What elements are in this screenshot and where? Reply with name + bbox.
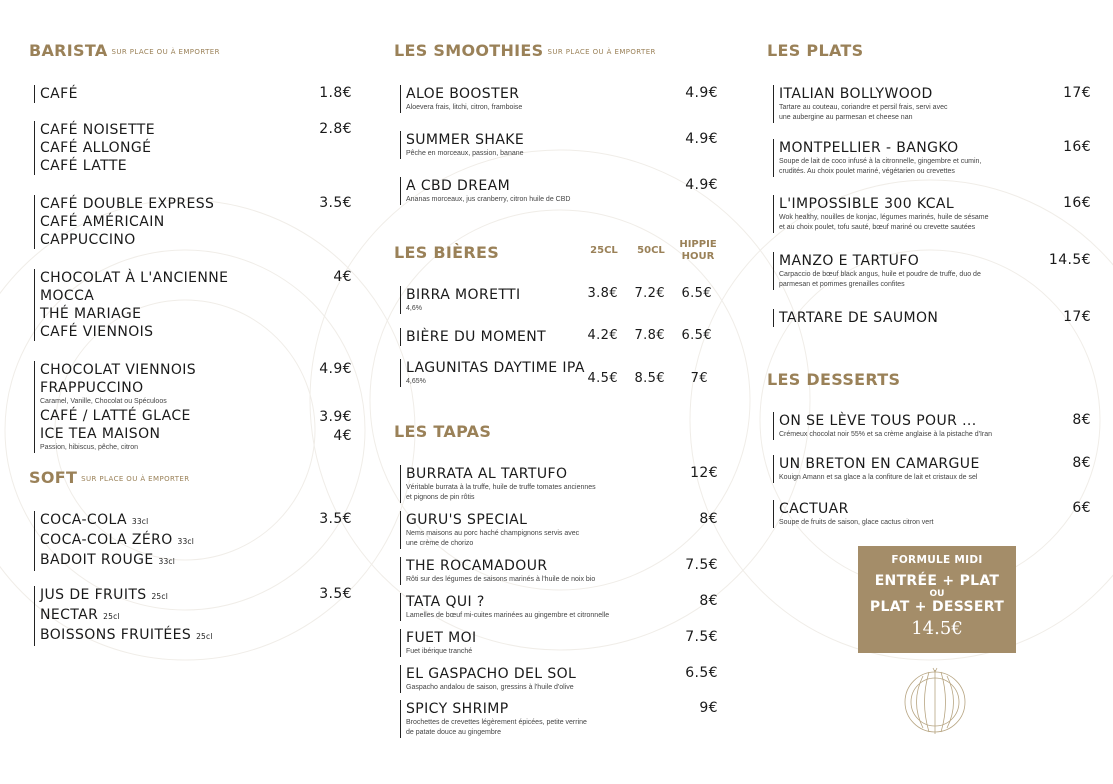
item-price: 17€ [1063, 309, 1091, 325]
item-size: 25cl [103, 612, 120, 621]
beer-col-25cl: 25CL [590, 245, 618, 256]
formule-price: 14.5€ [911, 618, 963, 639]
item-name: BURRATA AL TARTUFO [406, 466, 568, 482]
item-price: 6.5€ [685, 665, 718, 681]
beer-item [400, 286, 521, 314]
item-description: Tartare au couteau, coriandre et persil frais, servi avec une aubergine au parmesan et cheese nan [779, 104, 948, 121]
plat-item [773, 139, 981, 177]
item-name: CAFÉ LATTE [40, 158, 128, 174]
item-name-text: BADOIT ROUGE [40, 552, 154, 568]
item-price: 3.5€ [319, 511, 352, 527]
item-price: 12€ [690, 465, 718, 481]
soft-title: SOFT [29, 468, 78, 487]
item-price: 17€ [1063, 85, 1091, 101]
item-name: CAFÉ VIENNOIS [40, 324, 154, 340]
item-name: EL GASPACHO DEL SOL [406, 666, 577, 682]
item-name: MANZO E TARTUFO [779, 253, 920, 269]
item-price: 8€ [699, 511, 718, 527]
beer-col-50cl: 50CL [637, 245, 665, 256]
formule-title: FORMULE MIDI [891, 554, 983, 566]
beer-item [400, 359, 585, 387]
item-size: 33cl [158, 557, 176, 566]
item-description: Rôti sur des légumes de saisons marinés à l'huile de noix bio [406, 576, 596, 583]
barista-subtitle: SUR PLACE OU À EMPORTER [111, 47, 220, 56]
item-description: Fuet ibérique tranché [406, 648, 473, 655]
item-price: 4.9€ [319, 361, 352, 377]
item-description: Nems maisons au porc haché champignons servis avec une crème de chorizo [406, 530, 580, 547]
item-name: FUET MOI [406, 630, 477, 646]
dessert-item [773, 412, 992, 440]
beer-price-25cl: 4.2€ [587, 328, 618, 343]
item-name: CAFÉ NOISETTE [40, 122, 155, 138]
beer-price-50cl: 7.8€ [634, 328, 665, 343]
item-description: Wok healthy, nouilles de konjac, légumes marinés, huile de sésame et au choix poulet, tofu sauté, bœuf mariné ou crevette sautées [779, 214, 989, 231]
item-name-text: NECTAR [40, 607, 99, 623]
beer-price-50cl: 8.5€ [634, 371, 665, 386]
item-name-text: JUS DE FRUITS [40, 587, 147, 603]
formule-line-1: ENTRÉE + PLAT [874, 573, 1000, 589]
item-name: TARTARE DE SAUMON [779, 310, 939, 326]
item-name: LAGUNITAS DAYTIME IPA [406, 360, 585, 376]
item-price: 4.9€ [685, 85, 718, 101]
item-name: CACTUAR [779, 501, 849, 517]
logo-emblem [900, 666, 970, 742]
tapas-item [400, 557, 595, 585]
item-price: 6€ [1072, 500, 1091, 516]
item-name: TATA QUI ? [406, 594, 485, 610]
item-name [40, 606, 213, 626]
item-price: 4€ [333, 269, 352, 285]
beer-price-hippie: 7€ [690, 371, 708, 386]
tapas-item [400, 511, 579, 549]
item-name: MOCCA [40, 288, 95, 304]
item-price: 9€ [699, 700, 718, 716]
barista-group-4 [34, 269, 228, 341]
soft-heading [29, 468, 190, 487]
item-size: 25cl [196, 632, 213, 641]
smoothie-item [400, 177, 570, 205]
item-name: SUMMER SHAKE [406, 132, 525, 148]
barista-group-2 [34, 121, 155, 175]
item-name: CAFÉ AMÉRICAIN [40, 214, 165, 230]
item-name: CAFÉ DOUBLE EXPRESS [40, 196, 215, 212]
item-description: Ananas morceaux, jus cranberry, citron huile de CBD [406, 196, 571, 203]
barista-group-5 [34, 361, 196, 453]
plat-item [773, 252, 981, 290]
dessert-item [773, 500, 933, 528]
formule-midi-box [858, 546, 1016, 653]
plats-title: LES PLATS [767, 41, 864, 60]
item-name: L'IMPOSSIBLE 300 KCAL [779, 196, 955, 212]
item-name: MONTPELLIER - BANGKO [779, 140, 959, 156]
item-price: 3.5€ [319, 195, 352, 211]
item-price: 2.8€ [319, 121, 352, 137]
item-description: Caramel, Vanille, Chocolat ou Spéculoos [40, 398, 167, 405]
item-name: THÉ MARIAGE [40, 306, 142, 322]
tapas-item [400, 700, 587, 738]
tapas-title: LES TAPAS [394, 422, 492, 441]
desserts-title: LES DESSERTS [767, 370, 901, 389]
item-description: Soupe de lait de coco infusé à la citronnelle, gingembre et cumin, crudités. Au choix poulet mariné, végétarien ou crevettes [779, 158, 982, 175]
formule-line-2: PLAT + DESSERT [869, 599, 1005, 615]
beer-price-hippie: 6.5€ [681, 286, 712, 301]
item-description: Brochettes de crevettes légèrement épicées, petite verrine de patate douce au gingembre [406, 719, 587, 736]
tapas-item [400, 629, 477, 657]
item-description: Crémeux chocolat noir 55% et sa crème anglaise à la pistache d'Iran [779, 431, 993, 438]
beer-price-hippie: 6.5€ [681, 328, 712, 343]
barista-group-1 [34, 85, 78, 103]
item-name: BIRRA MORETTI [406, 287, 521, 303]
tapas-item [400, 665, 576, 693]
item-name: UN BRETON EN CAMARGUE [779, 456, 980, 472]
item-name-text: COCA-COLA [40, 512, 127, 528]
item-size: 33cl [131, 517, 149, 526]
item-description: Gaspacho andalou de saison, gressins à l'huile d'olive [406, 684, 574, 691]
item-description: 4,6% [406, 305, 422, 312]
item-size: 25cl [151, 592, 169, 601]
item-name-text: COCA-COLA ZÉRO [40, 532, 173, 548]
plats-heading [767, 41, 863, 60]
item-name: CAFÉ / LATTÉ GLACE [40, 408, 191, 424]
item-name [40, 586, 213, 606]
plat-item [773, 85, 947, 123]
item-price: 16€ [1063, 195, 1091, 211]
item-price: 8€ [1072, 455, 1091, 471]
bieres-title: LES BIÈRES [394, 243, 500, 262]
item-price: 3.5€ [319, 586, 352, 602]
item-name: CAFÉ ALLONGÉ [40, 140, 152, 156]
item-name [40, 531, 194, 551]
item-description: Passion, hibiscus, pêche, citron [40, 444, 139, 451]
beer-price-25cl: 4.5€ [587, 371, 618, 386]
bieres-heading [394, 243, 499, 262]
item-name [40, 551, 194, 571]
item-description: Carpaccio de bœuf black angus, huile et poudre de truffe, duo de parmesan et pommes grenailles confites [779, 271, 981, 288]
desserts-heading [767, 370, 900, 389]
formule-or: OU [929, 589, 945, 599]
tapas-item [400, 593, 609, 621]
item-price: 4.9€ [685, 177, 718, 193]
item-description: Pêche en morceaux, passion, banane [406, 150, 524, 157]
plat-item [773, 309, 938, 327]
item-name-text: BOISSONS FRUITÉES [40, 627, 192, 643]
item-name: GURU'S SPECIAL [406, 512, 528, 528]
soft-group-2 [34, 586, 213, 646]
item-price: 8€ [699, 593, 718, 609]
item-description: Lamelles de bœuf mi-cuites marinées au gingembre et citronnelle [406, 612, 610, 619]
barista-heading [29, 41, 220, 60]
item-price: 14.5€ [1048, 252, 1091, 268]
item-name: ALOE BOOSTER [406, 86, 520, 102]
item-name: ON SE LÈVE TOUS POUR ... [779, 413, 977, 429]
item-price: 8€ [1072, 412, 1091, 428]
item-price: 7.5€ [685, 557, 718, 573]
soft-group-1 [34, 511, 194, 571]
smoothies-heading [394, 41, 656, 60]
beer-price-50cl: 7.2€ [634, 286, 665, 301]
item-name: FRAPPUCCINO [40, 380, 144, 396]
item-description: Aloevera frais, litchi, citron, framboise [406, 104, 523, 111]
item-price: 4€ [333, 428, 352, 444]
item-price: 1.8€ [319, 85, 352, 101]
item-name [40, 626, 213, 646]
item-name: A CBD DREAM [406, 178, 511, 194]
item-description: Kouign Amann et sa glace a la confiture de lait et cristaux de sel [779, 474, 978, 481]
item-name: CHOCOLAT À L'ANCIENNE [40, 270, 229, 286]
smoothie-item [400, 85, 522, 113]
tapas-item [400, 465, 596, 503]
beer-price-25cl: 3.8€ [587, 286, 618, 301]
barista-group-3 [34, 195, 214, 249]
item-name: ITALIAN BOLLYWOOD [779, 86, 933, 102]
item-name: CAPPUCCINO [40, 232, 136, 248]
beer-col-hippie-hour: HIPPIE HOUR [679, 239, 717, 262]
item-name: THE ROCAMADOUR [406, 558, 548, 574]
item-price: 3.9€ [319, 409, 352, 425]
item-name: CAFÉ [40, 86, 78, 102]
item-price: 7.5€ [685, 629, 718, 645]
smoothies-subtitle: SUR PLACE OU À EMPORTER [547, 47, 656, 56]
item-size: 33cl [177, 537, 195, 546]
item-price: 16€ [1063, 139, 1091, 155]
item-price: 4.9€ [685, 131, 718, 147]
smoothies-title: LES SMOOTHIES [394, 41, 544, 60]
smoothie-item [400, 131, 524, 159]
dessert-item [773, 455, 980, 483]
soft-subtitle: SUR PLACE OU À EMPORTER [81, 474, 190, 483]
item-name [40, 511, 194, 531]
item-name: SPICY SHRIMP [406, 701, 509, 717]
item-name: CHOCOLAT VIENNOIS [40, 362, 197, 378]
item-description: Soupe de fruits de saison, glace cactus citron vert [779, 519, 934, 526]
barista-title: BARISTA [29, 41, 108, 60]
plat-item [773, 195, 988, 233]
item-description: Véritable burrata à la truffe, huile de truffe tomates anciennes et pignons de pin rôtis [406, 484, 596, 501]
beer-item [400, 328, 546, 346]
tapas-heading [394, 422, 491, 441]
item-name: ICE TEA MAISON [40, 426, 161, 442]
item-description: 4,65% [406, 378, 426, 385]
item-name: BIÈRE DU MOMENT [406, 329, 547, 345]
